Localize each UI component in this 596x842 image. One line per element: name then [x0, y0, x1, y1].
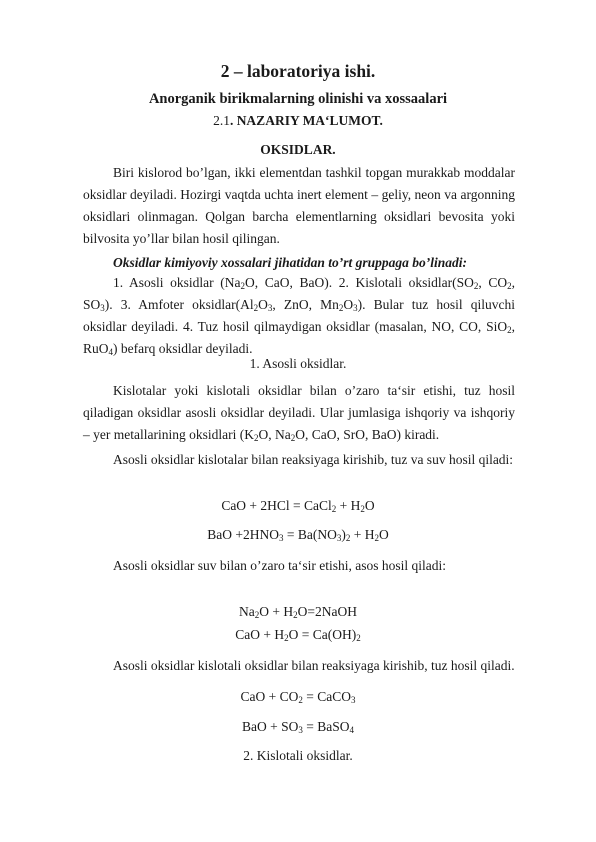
basic-oxides-paragraph — [83, 380, 515, 446]
classification-heading: Oksidlar kimiyoviy xossalari jihatidan to’rt gruppaga bo’linadi: — [113, 255, 468, 270]
intro-paragraph — [83, 162, 515, 250]
classification-text: 1. Asosli oksidlar ($Na_2O$, CaO, BaO). 2. Kislotali $oksidlar(SO_2$, $CO_2$, $SO_3$). 3. Amfoter $oksidlar(Al_2O_3$, ZnO, $Mn_2O_3$). Bular tuz hosil qiluvchi oksidlar deyiladi. 4. Tuz hosil qilmaydigan oksidlar (masalan, NO, CO, SiO$_2$, RuO$_4$) befarq oksidlar deyiladi. — [83, 275, 516, 357]
water-reaction-text: Asosli oksidlar suv bilan o’zaro ta‘sir etishi, asos hosil qiladi: — [113, 558, 446, 573]
equation-3: $Na_2O$ + $H_2O=2NaOH$ — [239, 604, 357, 620]
acid-reaction-text: Asosli oksidlar kislotalar bilan reaksiyaga kirishib, tuz va suv hosil qiladi: — [113, 452, 514, 467]
acidic-oxides-heading: 2. Kislotali oksidlar. — [243, 748, 353, 763]
page-title: 2 – laboratoriya ishi. — [220, 61, 376, 81]
acidic-oxide-reaction-text: Asosli oksidlar kislotali oksidlar bilan reaksiyaga kirishib, tuz hosil qiladi. — [113, 658, 515, 673]
equation-2: BaO $+2HNO_3 = Ba(NO_3)_2 + H_2O$ — [207, 527, 389, 543]
section-number: 2.1 — [213, 113, 230, 128]
equation-4: CaO + $H_2O = Ca(OH)_2$ — [235, 627, 361, 643]
page-subtitle: Anorganik birikmalarning olinishi va xossaalari — [148, 91, 448, 107]
basic-oxides-text: Kislotalar yoki kislotali oksidlar bilan o’zaro ta‘sir etishi, tuz hosil qiladigan oksidlar asosli oksidlar deyiladi. Ular jumlasiga ishqoriy va ishqoriy – yer metallarining oksidlari ($K_2O$, $Na_2O$, CaO, SrO, BaO) kiradi. — [83, 383, 515, 443]
classification-paragraph — [83, 272, 515, 360]
equation-5: CaO + $CO_2$ = CaCO$_3$ — [240, 689, 356, 705]
section-heading — [0, 113, 596, 129]
topic-heading: OKSIDLAR. — [260, 142, 336, 157]
section-title: . NAZARIY MA‘LUMOT. — [229, 113, 383, 128]
basic-oxides-heading: 1. Asosli oksidlar. — [249, 356, 347, 371]
equation-1: CaO + 2HCl = CaCl$_2$ + $H_2O$ — [221, 498, 375, 514]
equation-6: BaO + $SO_3$ = BaSO$_4$ — [242, 719, 354, 735]
intro-text: Biri kislorod bo’lgan, ikki elementdan tashkil topgan murakkab moddalar oksidlar deyiladi. Hozirgi vaqtda uchta inert element – geliy, neon va argonning oksidlari olinmagan. Qolgan barcha elementlarning oksidlari bevosita yoki bilvosita yo’llar bilan hosil qilingan. — [83, 165, 515, 246]
